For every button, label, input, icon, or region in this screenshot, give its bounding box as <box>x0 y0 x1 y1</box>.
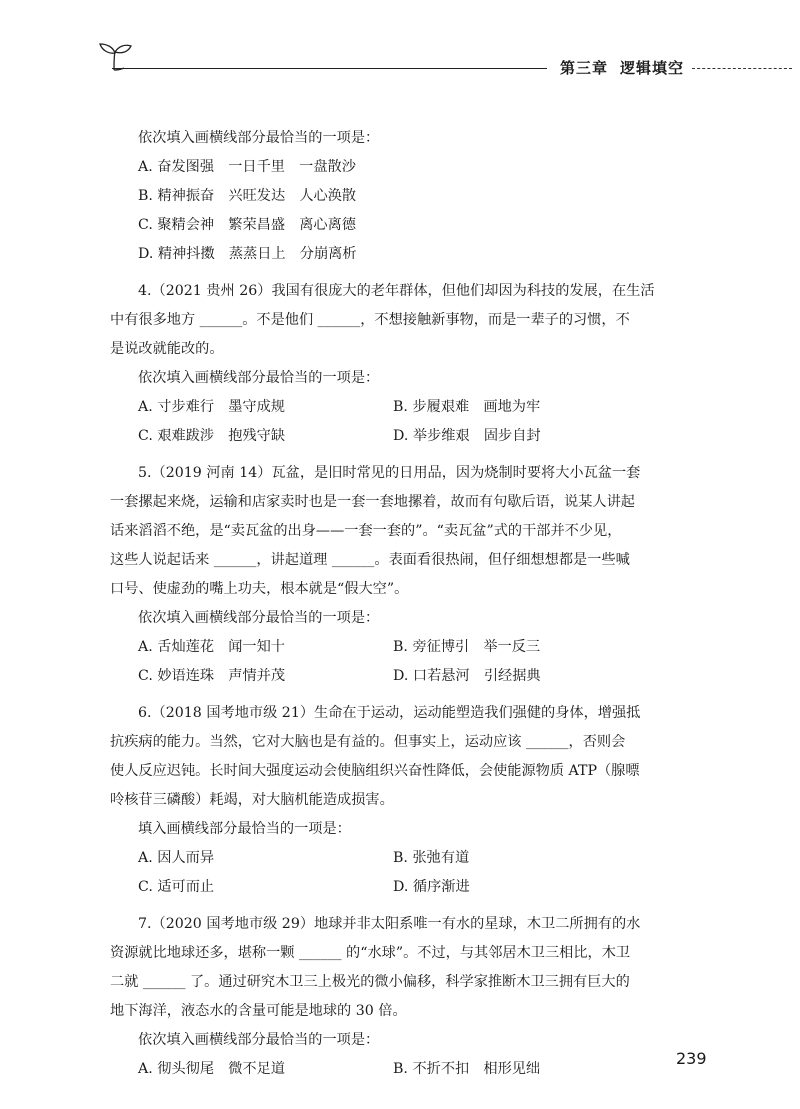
answer-options-row <box>110 393 685 422</box>
question-instruction: 依次填入画横线部分最恰当的一项是： <box>138 1032 380 1048</box>
question-instruction: 填入画横线部分最恰当的一项是： <box>138 821 351 837</box>
answer-option: B. 张弛有道 <box>393 850 470 866</box>
answer-options-row <box>110 240 685 269</box>
question-stem-line: 中有很多地方 ______。不是他们 ______，不想接触新事物，而是一辈子的习惯，不 <box>110 312 630 328</box>
answer-option: C. 聚精会神 繁荣昌盛 离心离德 <box>138 217 356 233</box>
answer-option: B. 不折不扣 相形见绌 <box>393 1061 541 1077</box>
chapter-title: 逻辑填空 <box>620 59 685 77</box>
answer-option: D. 口若悬河 引经据典 <box>393 668 541 684</box>
answer-option: A. 奋发图强 一日千里 一盘散沙 <box>138 159 356 175</box>
answer-option: A. 彻头彻尾 微不足道 <box>138 1061 285 1077</box>
answer-option: C. 妙语连珠 声情并茂 <box>138 668 286 684</box>
question-gap <box>110 691 685 699</box>
page-header <box>0 0 800 90</box>
question-gap <box>110 451 685 459</box>
question-stem-line: 话来滔滔不绝，是“卖瓦盆的出身——一套一套的”。“卖瓦盆”式的干部并不少见， <box>110 523 622 539</box>
answer-option: A. 舌灿莲花 闻一知十 <box>138 639 285 655</box>
answer-options-row <box>110 153 685 182</box>
question-instruction: 依次填入画横线部分最恰当的一项是： <box>138 610 380 626</box>
question-stem-line: 使人反应迟钝。长时间大强度运动会使脑组织兴奋性降低，会使能源物质 ATP（腺嘌 <box>110 763 640 779</box>
answer-option: B. 旁征博引 举一反三 <box>393 639 541 655</box>
question-gap <box>110 902 685 910</box>
question-stem-line: 二就 ______ 了。通过研究木卫三上极光的微小偏移，科学家推断木卫三拥有巨大的 <box>110 974 630 990</box>
answer-option: C. 艰难跋涉 抱残守缺 <box>138 428 286 444</box>
question-instruction: 依次填入画横线部分最恰当的一项是： <box>138 130 380 146</box>
answer-option: D. 精神抖擞 蒸蒸日上 分崩离析 <box>138 246 357 262</box>
answer-option: A. 因人而异 <box>138 850 215 866</box>
question-instruction: 依次填入画横线部分最恰当的一项是： <box>138 370 380 386</box>
question-stem-line: 抗疾病的能力。当然，它对大脑也是有益的。但事实上，运动应该 ______，否则会 <box>110 734 626 750</box>
header-rule-left <box>112 68 547 69</box>
answer-option: D. 循序渐进 <box>393 879 470 895</box>
answer-option: C. 适可而止 <box>138 879 215 895</box>
answer-options-row <box>110 662 685 691</box>
question-stem-first-line: 6.（2018 国考地市级 21）生命在于运动，运动能塑造我们强健的身体，增强抵 <box>138 705 641 721</box>
answer-option: A. 寸步难行 墨守成规 <box>138 399 285 415</box>
answer-option: B. 步履艰难 画地为牢 <box>393 399 541 415</box>
chapter-heading <box>560 57 690 78</box>
answer-options-row <box>110 633 685 662</box>
question-stem-line: 资源就比地球还多，堪称一颗 ______ 的“水球”。不过，与其邻居木卫三相比，木卫 <box>110 945 631 961</box>
chapter-number: 第三章 <box>560 59 609 77</box>
answer-options-row <box>110 844 685 873</box>
question-stem-line: 地下海洋，液态水的含量可能是地球的 30 倍。 <box>110 1003 407 1019</box>
answer-options-row <box>110 873 685 902</box>
answer-options-row <box>110 211 685 240</box>
question-stem-line: 口号、使虚劲的嘴上功夫，根本就是“假大空”。 <box>110 581 409 597</box>
question-stem-line: 呤核苷三磷酸）耗竭，对大脑机能造成损害。 <box>110 792 394 808</box>
answer-option: B. 精神振奋 兴旺发达 人心涣散 <box>138 188 357 204</box>
question-stem-first-line: 4.（2021 贵州 26）我国有很庞大的老年群体，但他们却因为科技的发展，在生活 <box>138 283 655 299</box>
question-gap <box>110 269 685 277</box>
header-rule-right <box>692 68 792 69</box>
question-stem-line: 一套摞起来烧，运输和店家卖时也是一套一套地摞着，故而有句歇后语，说某人讲起 <box>110 494 635 510</box>
answer-options-row <box>110 1055 685 1084</box>
question-body <box>110 124 685 1084</box>
answer-options-row <box>110 182 685 211</box>
answer-options-row <box>110 422 685 451</box>
question-stem-line: 是说改就能改的。 <box>110 341 224 357</box>
question-stem-line: 这些人说起话来 ______，讲起道理 ______。表面看很热闹，但仔细想想都是一些喊 <box>110 552 630 568</box>
question-stem-first-line: 7.（2020 国考地市级 29）地球并非太阳系唯一有水的星球，木卫二所拥有的水 <box>138 916 641 932</box>
answer-option: D. 举步维艰 固步自封 <box>393 428 541 444</box>
question-stem-first-line: 5.（2019 河南 14）瓦盆，是旧时常见的日用品，因为烧制时要将大小瓦盆一套 <box>138 465 641 481</box>
page-number: 239 <box>676 1049 707 1068</box>
